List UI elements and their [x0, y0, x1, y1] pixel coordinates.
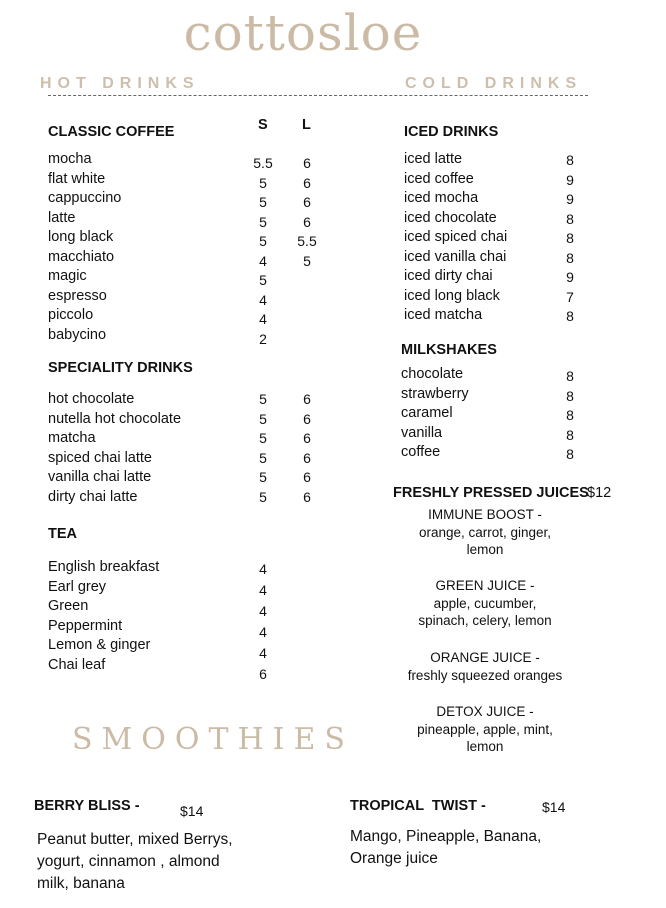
price-large: 5: [303, 252, 311, 269]
price-large: 6: [303, 174, 311, 191]
price-small: 5: [259, 272, 267, 288]
price-large: 6: [303, 155, 311, 171]
price: 9: [566, 171, 574, 188]
tropical-twist-price: $14: [542, 799, 566, 815]
list-item: babycino: [48, 326, 107, 343]
juice-orange: [385, 649, 585, 684]
price: 8: [566, 407, 574, 423]
tropical-twist-name: TROPICAL TWIST -: [350, 798, 486, 814]
list-item: spiced chai latte: [48, 449, 152, 466]
brand-logo: cottosloe: [183, 4, 423, 62]
price-small: 4: [259, 603, 267, 619]
iced-drinks-list: [404, 150, 507, 326]
list-item: piccolo: [48, 307, 94, 323]
classic-coffee-large-prices: [292, 154, 322, 271]
price-small: 5: [259, 233, 267, 249]
list-item: chocolate: [401, 366, 464, 382]
price-small: 4: [259, 252, 267, 269]
price-large: 6: [303, 469, 311, 485]
juice-ingredients: lemon: [466, 739, 504, 754]
iced-drinks-title: ICED DRINKS: [404, 124, 499, 140]
price-small: 2: [259, 330, 267, 347]
list-item: nutella hot chocolate: [48, 410, 182, 427]
list-item: Lemon & ginger: [48, 637, 151, 653]
list-item: hot chocolate: [48, 391, 135, 407]
berry-bliss-description: [37, 829, 233, 895]
juice-name: GREEN JUICE -: [435, 578, 535, 593]
list-item: iced dirty chai: [404, 268, 493, 284]
juice-ingredients: freshly squeezed oranges: [407, 667, 563, 683]
juices-title: FRESHLY PRESSED JUICES: [393, 485, 589, 501]
juice-ingredients: lemon: [466, 542, 504, 557]
price-small: 5: [259, 174, 267, 191]
price: 7: [566, 288, 574, 305]
price-large: 6: [303, 488, 311, 505]
list-item: iced coffee: [404, 170, 474, 187]
list-item: caramel: [401, 405, 453, 421]
size-header-large: L: [302, 117, 311, 133]
price: 8: [566, 152, 574, 168]
classic-coffee-list: [48, 150, 121, 345]
smoothies-heading: SMOOTHIES: [72, 722, 354, 757]
list-item: latte: [48, 209, 76, 226]
price: 8: [566, 387, 574, 404]
price-small: 4: [259, 645, 267, 661]
price-small: 4: [259, 561, 267, 577]
juice-name: DETOX JUICE -: [436, 704, 534, 719]
juice-ingredients: pineapple, apple, mint,: [417, 721, 553, 737]
list-item: iced latte: [404, 151, 463, 167]
list-item: iced long black: [404, 287, 500, 304]
price-small: 5: [259, 430, 267, 446]
juice-detox: [385, 703, 585, 756]
list-item: strawberry: [401, 385, 469, 402]
tea-title: TEA: [48, 526, 77, 542]
price-small: 5: [259, 213, 267, 230]
price-large: 6: [303, 194, 311, 210]
list-item: vanilla: [401, 424, 443, 441]
price: 8: [566, 368, 574, 384]
price-large: 6: [303, 449, 311, 466]
price: 8: [566, 249, 574, 266]
list-item: macchiato: [48, 248, 115, 265]
list-item: mocha: [48, 151, 92, 167]
list-item: cappuccino: [48, 190, 122, 206]
iced-drinks-prices: [555, 151, 585, 327]
classic-coffee-title: CLASSIC COFFEE: [48, 124, 175, 140]
berry-bliss-name: BERRY BLISS -: [34, 798, 140, 814]
price: 8: [566, 308, 574, 324]
juice-ingredients: orange, carrot, ginger,: [418, 524, 552, 540]
juice-name: IMMUNE BOOST -: [428, 507, 542, 522]
berry-bliss-price: $14: [180, 803, 204, 819]
price: 8: [566, 426, 574, 443]
price-large: 6: [303, 213, 311, 230]
list-item: Peppermint: [48, 617, 123, 634]
list-item: iced spiced chai: [404, 229, 508, 245]
list-item: matcha: [48, 430, 96, 446]
description-line: Orange juice: [350, 850, 438, 867]
list-item: espresso: [48, 287, 107, 304]
price-large: 5.5: [297, 233, 317, 249]
juice-ingredients: apple, cucumber,: [433, 595, 537, 611]
price-small: 4: [259, 582, 267, 598]
list-item: iced vanilla chai: [404, 248, 507, 265]
price: 8: [566, 446, 574, 462]
price: 8: [566, 230, 574, 246]
list-item: iced mocha: [404, 190, 479, 206]
tropical-twist-description: [350, 826, 541, 870]
size-header-small: S: [258, 117, 268, 133]
price-small: 4: [259, 291, 267, 308]
list-item: iced chocolate: [404, 209, 497, 226]
price-small: 4: [259, 311, 267, 327]
header-divider: [48, 95, 588, 96]
list-item: coffee: [401, 444, 441, 460]
description-line: yogurt, cinnamon , almond: [37, 853, 220, 870]
list-item: long black: [48, 229, 114, 245]
price: 8: [566, 210, 574, 227]
price-small: 4: [259, 624, 267, 640]
list-item: Earl grey: [48, 578, 107, 595]
price-small: 5: [259, 410, 267, 427]
price-small: 5: [259, 449, 267, 466]
price-large: 6: [303, 430, 311, 446]
milkshakes-prices: [555, 367, 585, 465]
juice-ingredients: spinach, celery, lemon: [418, 613, 552, 628]
juice-immune-boost: [385, 506, 585, 559]
price-large: 6: [303, 410, 311, 427]
list-item: iced matcha: [404, 307, 483, 323]
list-item: English breakfast: [48, 559, 160, 575]
list-item: Green: [48, 598, 89, 614]
juices-price: $12: [587, 485, 612, 501]
list-item: magic: [48, 268, 87, 284]
cold-drinks-heading: COLD DRINKS: [405, 75, 583, 92]
classic-coffee-small-prices: [248, 154, 278, 349]
list-item: vanilla chai latte: [48, 469, 152, 485]
milkshakes-title: MILKSHAKES: [401, 342, 497, 358]
price-large: 6: [303, 391, 311, 407]
juice-name: ORANGE JUICE -: [430, 650, 540, 665]
speciality-large-prices: [292, 390, 322, 507]
price-small: 5: [259, 469, 267, 485]
price-small: 5: [259, 194, 267, 210]
speciality-small-prices: [248, 390, 278, 507]
description-line: milk, banana: [37, 875, 125, 892]
list-item: Chai leaf: [48, 656, 106, 673]
price: 9: [566, 191, 574, 207]
tea-prices: [248, 560, 278, 686]
price: 9: [566, 269, 574, 285]
description-line: Mango, Pineapple, Banana,: [350, 828, 542, 845]
speciality-drinks-list: [48, 390, 181, 507]
milkshakes-list: [401, 365, 469, 463]
juice-green: [385, 577, 585, 630]
price-small: 5: [259, 391, 267, 407]
price-small: 5: [259, 488, 267, 505]
hot-drinks-heading: HOT DRINKS: [40, 75, 200, 92]
price-small: 5.5: [253, 155, 273, 171]
list-item: flat white: [48, 170, 106, 187]
price-small: 6: [259, 666, 267, 682]
speciality-drinks-title: SPECIALITY DRINKS: [48, 360, 193, 376]
description-line: Peanut butter, mixed Berrys,: [37, 831, 233, 848]
tea-list: [48, 558, 159, 675]
list-item: dirty chai latte: [48, 488, 138, 505]
